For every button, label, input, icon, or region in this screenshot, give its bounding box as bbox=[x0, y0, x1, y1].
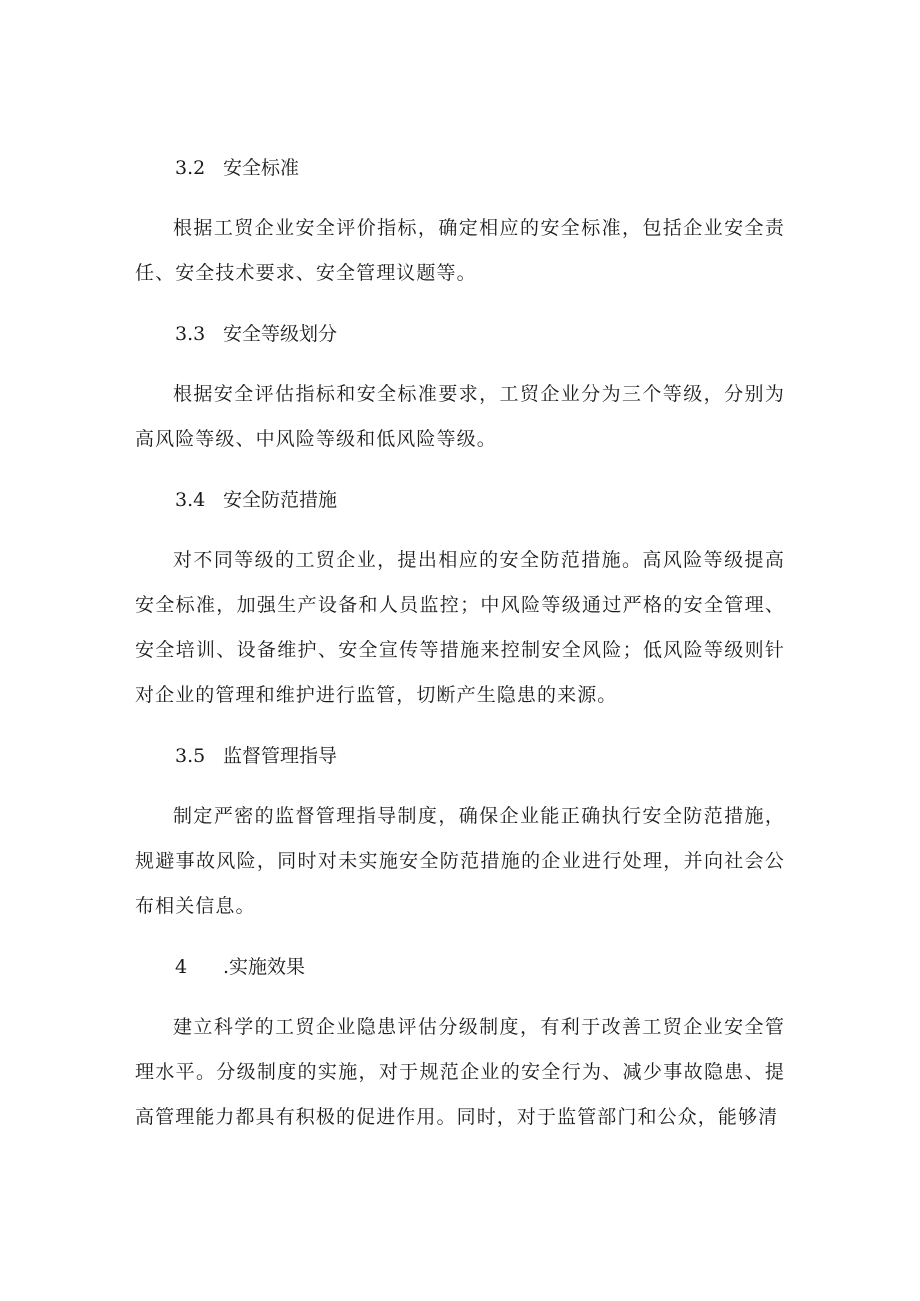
section-heading-3-5 bbox=[135, 738, 785, 774]
section-heading-3-4 bbox=[135, 482, 785, 518]
document-page bbox=[135, 150, 785, 1160]
section-title: 安全等级划分 bbox=[223, 323, 338, 345]
section-title: 安全防范措施 bbox=[223, 489, 338, 511]
section-heading-3-2 bbox=[135, 150, 785, 186]
section-number: 3.5 bbox=[175, 745, 206, 767]
section-paragraph-3-2: 根据工贸企业安全评价指标，确定相应的安全标准，包括企业安全责任、安全技术要求、安全管理议题等。 bbox=[135, 217, 785, 284]
section-number: 3.3 bbox=[175, 323, 206, 345]
section-title: 监督管理指导 bbox=[223, 745, 338, 767]
section-heading-3-3 bbox=[135, 316, 785, 352]
section-title: 安全标准 bbox=[223, 157, 300, 179]
section-heading-4 bbox=[135, 949, 785, 985]
section-number: 3.2 bbox=[175, 157, 206, 179]
section-paragraph-3-5: 制定严密的监督管理指导制度，确保企业能正确执行安全防范措施，规避事故风险，同时对未实施安全防范措施的企业进行处理，并向社会公布相关信息。 bbox=[135, 805, 785, 917]
section-number: 3.4 bbox=[175, 489, 206, 511]
section-paragraph-3-4: 对不同等级的工贸企业，提出相应的安全防范措施。高风险等级提高安全标准，加强生产设备和人员监控；中风险等级通过严格的安全管理、安全培训、设备维护、安全宣传等措施来控制安全风险；低风险等级则针对企业的管理和维护进行监管，切断产生隐患的来源。 bbox=[135, 549, 785, 706]
section-paragraph-3-3: 根据安全评估指标和安全标准要求，工贸企业分为三个等级，分别为高风险等级、中风险等级和低风险等级。 bbox=[135, 383, 785, 450]
section-title: .实施效果 bbox=[223, 956, 306, 978]
section-number: 4 bbox=[175, 956, 188, 978]
section-paragraph-4: 建立科学的工贸企业隐患评估分级制度，有利于改善工贸企业安全管理水平。分级制度的实施，对于规范企业的安全行为、减少事故隐患、提高管理能力都具有积极的促进作用。同时，对于监管部门和公众，能够清 bbox=[135, 1016, 785, 1128]
